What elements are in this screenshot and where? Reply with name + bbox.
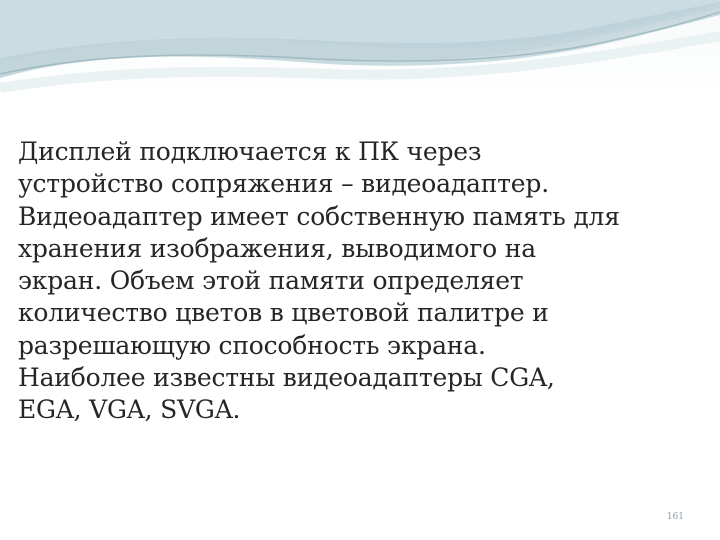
body-text-line-9: EGA, VGA, SVGA.	[18, 395, 241, 425]
body-text-line-4: хранения изображения, выводимого на	[18, 233, 536, 263]
body-text-line-2: устройство сопряжения – видеоадаптер.	[18, 169, 549, 199]
body-text-line-8: Наиболее известны видеоадаптеры CGA,	[18, 363, 555, 393]
body-text-line-6: количество цветов в цветовой палитре и	[18, 298, 549, 328]
body-text-line-5: экран. Объем этой памяти определяет	[18, 266, 524, 296]
slide-body-text	[18, 136, 708, 427]
body-text-line-7: разрешающую способность экрана.	[18, 330, 486, 360]
slide-page-number: 161	[666, 512, 684, 522]
decorative-wave-header	[0, 0, 720, 110]
body-text-line-1: Дисплей подключается к ПК через	[18, 137, 482, 166]
body-text-line-3: Видеоадаптер имеет собственную память для	[18, 201, 620, 231]
